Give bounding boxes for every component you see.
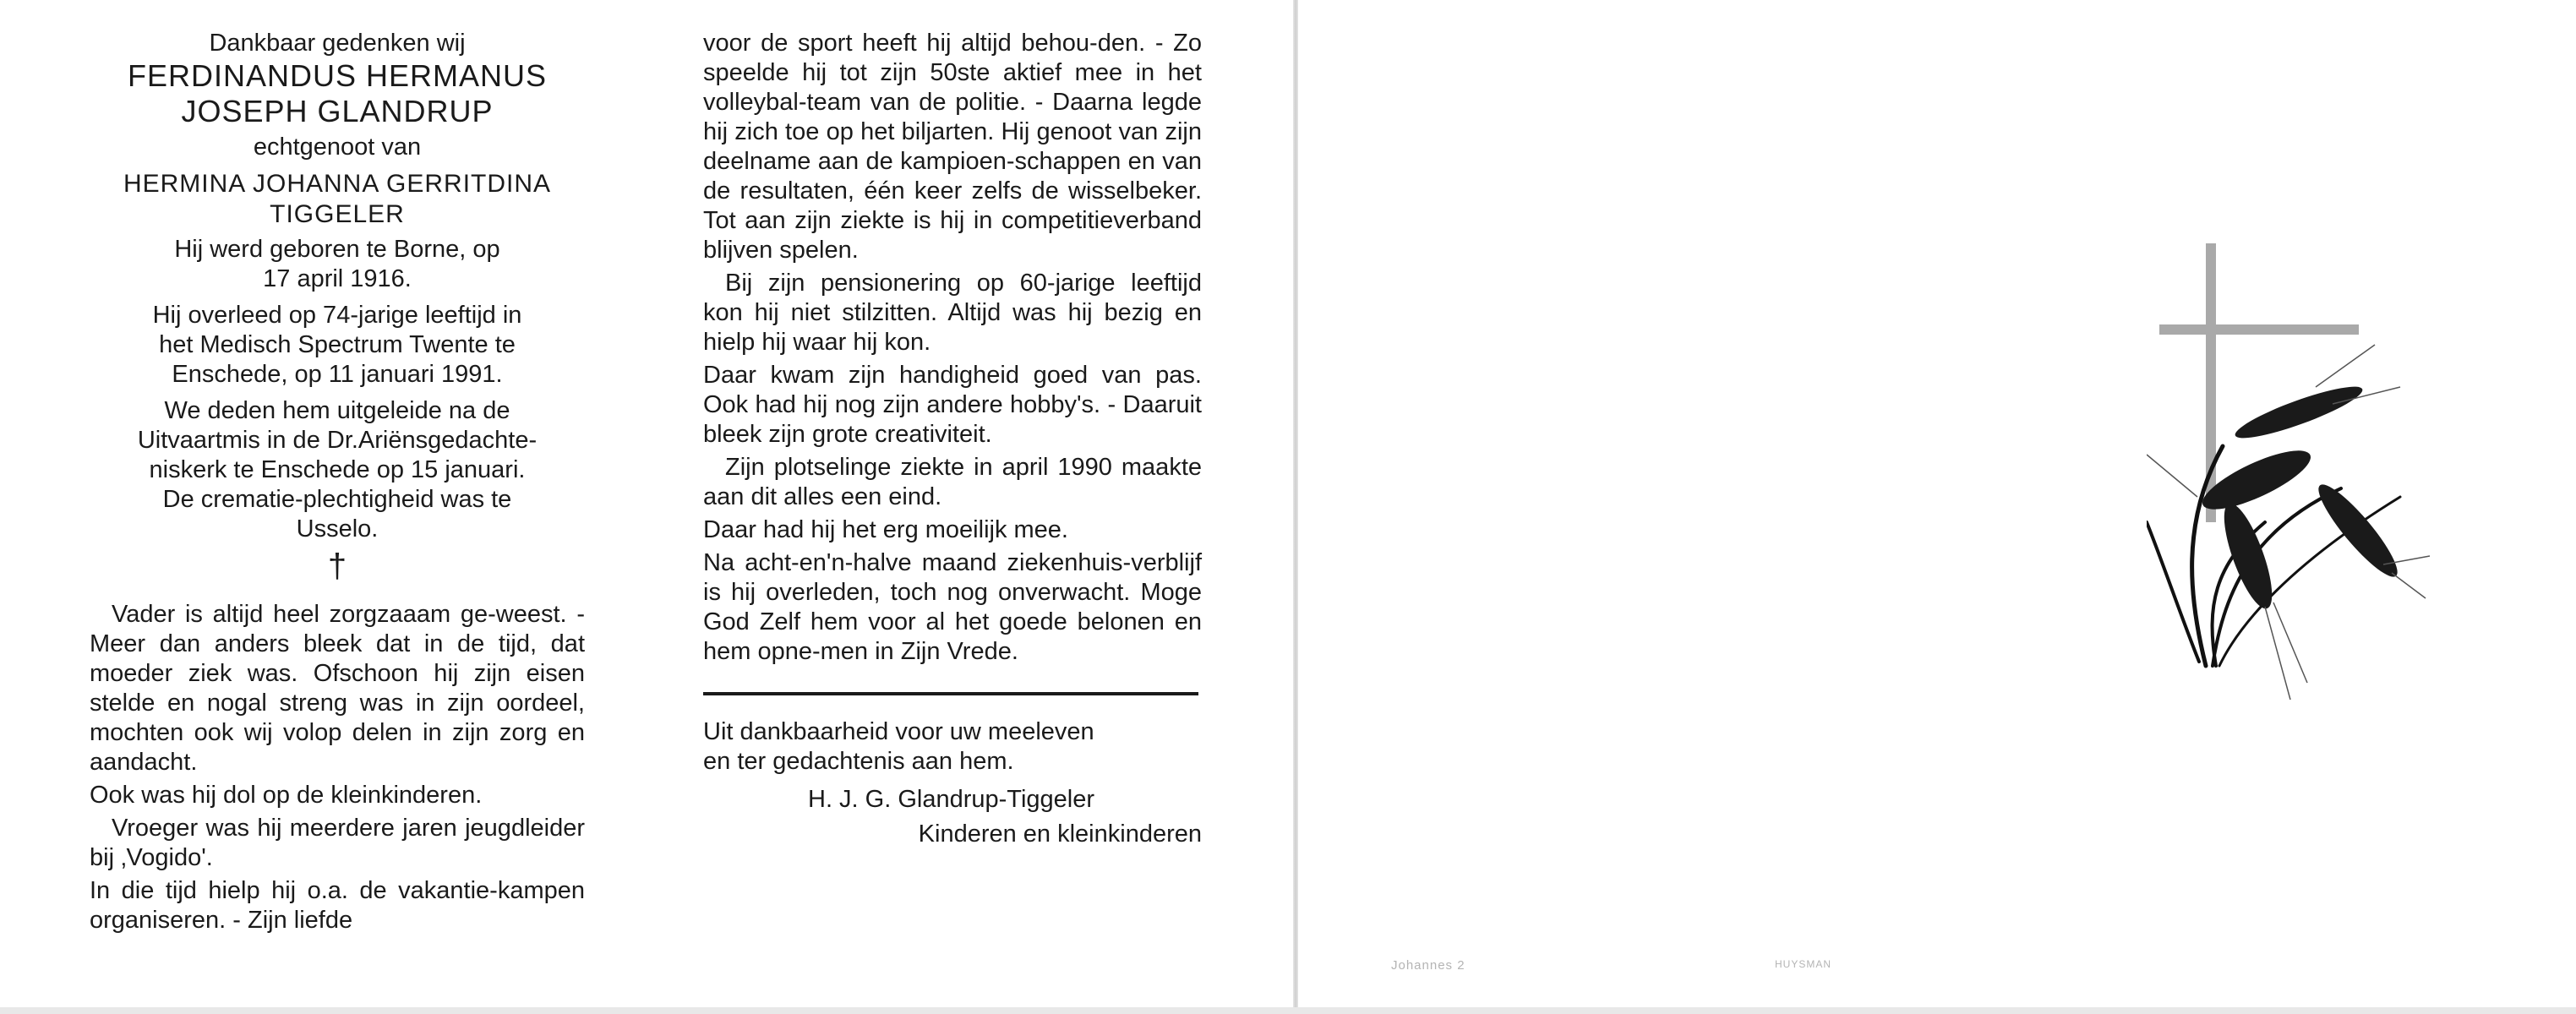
cross-with-wheat-icon — [2147, 243, 2434, 700]
paragraph-sport: voor de sport heeft hij altijd behou-den. - Zo speelde hij tot zijn 50ste aktief mee in het volleybal-team van de politie. - Daarna legde hij zich toe op het biljarten. Hij genoot van zijn deelname aan de kampioen-schappen en van de resultaten, één keer zelfs de wisselbeker. Tot aan zijn ziekte is hij in competitieverband blijven spelen. — [703, 30, 1202, 264]
birth-line-1: Hij werd geboren te Borne, op — [174, 236, 500, 263]
funeral-line-3: niskerk te Enschede op 15 januari. — [149, 456, 526, 483]
cremation-line-2: Usselo. — [296, 515, 379, 542]
paragraph-passing: Na acht-en'n-halve maand ziekenhuis-verblijf is hij overleden, toch nog onverwacht. Moge God Zelf hem voor al het goede belonen en hem opne-men in Zijn Vrede. — [703, 549, 1202, 665]
thanks-line-1: Uit dankbaarheid voor uw meeleven — [703, 718, 1094, 745]
cremation-line-1: De crematie-plechtigheid was te — [162, 486, 512, 513]
divider-line — [703, 692, 1198, 695]
paragraph-grandchildren: Ook was hij dol op de kleinkinderen. — [90, 782, 483, 809]
text-column-right — [703, 29, 1202, 849]
thanks-line-2: en ter gedachtenis aan hem. — [703, 748, 1014, 775]
birth-line-2: 17 april 1916. — [263, 265, 412, 292]
relation-text: echtgenoot van — [253, 134, 422, 161]
funeral-line-1: We deden hem uitgeleide na de — [164, 397, 510, 424]
deceased-name-line-2: JOSEPH GLANDRUP — [181, 94, 494, 128]
cross-icon: † — [327, 548, 347, 585]
paragraph-youth-leader: Vroeger was hij meerdere jaren jeugdleider bij ‚Vogido'. — [90, 815, 585, 871]
paragraph-hobbies: Daar kwam zijn handigheid goed van pas. Ook had hij nog zijn andere hobby's. - Daaruit bleek zijn grote creativiteit. — [703, 362, 1202, 448]
printer-logo-text: HUYSMAN — [1775, 958, 1832, 970]
paragraph-care: Vader is altijd heel zorgzaaam ge-weest. - Meer dan anders bleek dat in de tijd, dat moeder ziek was. Ofschoon hij zijn eisen stelde en nogal streng was in zijn oordeel, mochten ook wij volop delen in zijn zorg en aandacht. — [90, 601, 585, 776]
spouse-name-line-1: HERMINA JOHANNA GERRITDINA — [123, 170, 552, 198]
intro-text: Dankbaar gedenken wij — [209, 30, 466, 57]
death-line-3: Enschede, op 11 januari 1991. — [172, 361, 503, 388]
paragraph-illness: Zijn plotselinge ziekte in april 1990 maakte aan dit alles een eind. — [703, 454, 1202, 510]
spouse-name-line-2: TIGGELER — [270, 200, 405, 228]
paragraph-camps: In die tijd hielp hij o.a. de vakantie-kampen organiseren. - Zijn liefde — [90, 877, 585, 934]
printer-mark-text: Johannes 2 — [1391, 958, 1465, 973]
death-line-2: het Medisch Spectrum Twente te — [159, 331, 516, 358]
memorial-card-inside — [0, 0, 1293, 1007]
signature-line-1: H. J. G. Glandrup-Tiggeler — [808, 786, 1094, 813]
signature-line-2: Kinderen en kleinkinderen — [918, 820, 1202, 848]
funeral-line-2: Uitvaartmis in de Dr.Ariënsgedachte- — [137, 427, 538, 454]
text-column-left — [90, 29, 585, 939]
paragraph-difficult: Daar had hij het erg moeilijk mee. — [703, 516, 1068, 543]
paragraph-retirement: Bij zijn pensionering op 60-jarige leeftijd kon hij niet stilzitten. Altijd was hij bezig en hielp hij waar hij kon. — [703, 270, 1202, 356]
death-line-1: Hij overleed op 74-jarige leeftijd in — [152, 302, 522, 329]
deceased-name-line-1: FERDINANDUS HERMANUS — [127, 58, 548, 93]
scan-edge — [0, 1007, 2576, 1014]
